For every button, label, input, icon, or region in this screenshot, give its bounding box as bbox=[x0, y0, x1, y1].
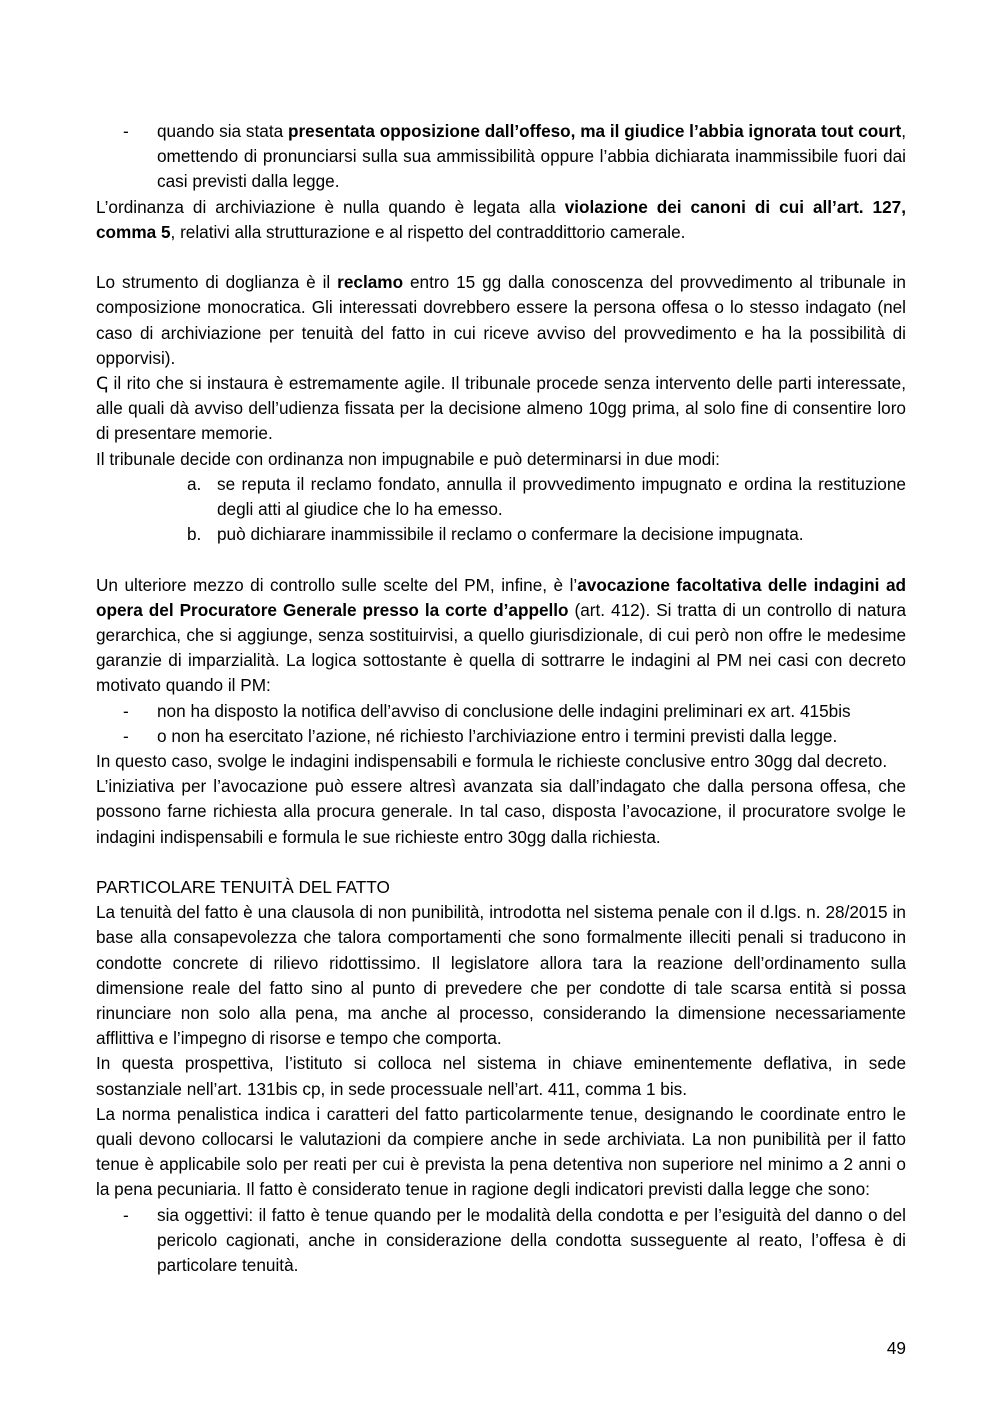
paragraph: La norma penalistica indica i caratteri del fatto particolarmente tenue, designando le coordinate entro le quali devono collocarsi le valutazioni da compiere anche in sede archiviata. La non punibilità per il fatto tenue è applicabile solo per reati per cui è prevista la pena detentiva non superiore nel minimo a 2 anni o la pena pecuniaria. Il fatto è considerato tenue in ragione degli indicatori previsti dalla legge che sono: bbox=[96, 1103, 906, 1200]
bold-text: violazione dei canoni di cui all’art. 127, comma 5 bbox=[96, 196, 906, 242]
list-bullet: - bbox=[123, 700, 129, 721]
paragraph: L’ordinanza di archiviazione è nulla quando è legata alla violazione dei canoni di cui all’art. 127, comma 5, relativi alla strutturazione e al rispetto del contraddittorio camerale. bbox=[96, 196, 906, 242]
section-heading: PARTICOLARE TENUITÀ DEL FATTO bbox=[96, 877, 390, 898]
document-page bbox=[96, 119, 906, 1278]
list-item: - non ha disposto la notifica dell’avviso di conclusione delle indagini preliminari ex art. 415bis bbox=[96, 699, 906, 724]
paragraph: ↅ il rito che si instaura è estremamente agile. Il tribunale procede senza intervento delle parti interessate, alle quali dà avviso dell’udienza fissata per la decisione almeno 10gg prima, al solo fine di consentire loro di presentare memorie. bbox=[96, 373, 906, 444]
list-bullet: - bbox=[123, 725, 129, 746]
list-item: - quando sia stata presentata opposizione dall’offeso, ma il giudice l’abbia ignorata tout court, omettendo di pronunciarsi sulla sua ammissibilità oppure l’abbia dichiarata inammissibile fuori dai casi previsti dalla legge. bbox=[123, 121, 906, 192]
list-item: b. può dichiarare inammissibile il reclamo o confermare la decisione impugnata. bbox=[96, 522, 906, 547]
list-marker: a. bbox=[187, 473, 202, 494]
bold-text: reclamo bbox=[337, 272, 404, 293]
list-bullet: - bbox=[123, 1204, 129, 1225]
bold-text: presentata opposizione dall’offeso, ma il giudice l’abbia ignorata tout court bbox=[287, 121, 902, 141]
paragraph: In questo caso, svolge le indagini indispensabili e formula le richieste conclusive entro 30gg dal decreto. bbox=[96, 751, 888, 772]
paragraph: La tenuità del fatto è una clausola di non punibilità, introdotta nel sistema penale con il d.lgs. n. 28/2015 in base alla consapevolezza che talora comportamenti che sono formalmente illeciti penali si traducono in condotte concrete di rilievo ridottissimo. Il legislatore allora tara la reazione dell’ordinamento sulla dimensione reale del fatto sino al punto di prevedere che per condotte di tale scarsa entità si possa rinunciare non solo alla pena, ma anche al processo, considerando la dimensione necessariamente afflittiva e l’impegno di risorse e tempo che comporta. bbox=[96, 902, 906, 1049]
page-number: 49 bbox=[886, 1338, 906, 1358]
bold-text: avocazione facoltativa delle indagini ad opera del Procuratore Generale presso la corte d’appello bbox=[96, 574, 906, 620]
paragraph: In questa prospettiva, l’istituto si colloca nel sistema in chiave eminentemente deflativa, in sede sostanziale nell’art. 131bis cp, in sede processuale nell’art. 411, comma 1 bis. bbox=[96, 1053, 906, 1099]
list-bullet: - bbox=[123, 121, 129, 141]
spacer bbox=[96, 850, 906, 875]
spacer bbox=[96, 245, 906, 270]
list-item: - sia oggettivi: il fatto è tenue quando per le modalità della condotta e per l’esiguità del danno o del pericolo cagionati, anche in considerazione della condotta susseguente al reato, l’offesa è di particolare tenuità. bbox=[123, 1204, 906, 1276]
list-marker: b. bbox=[187, 524, 202, 545]
paragraph: Un ulteriore mezzo di controllo sulle scelte del PM, infine, è l’avocazione facoltativa delle indagini ad opera del Procuratore Generale presso la corte d’appello (art. 412). Si tratta di un controllo di natura gerarchica, che si aggiunge, senza sostituirvisi, a quello giurisdizionale, di cui però non offre le medesime garanzie di imparzialità. La logica sottostante è quella di sottrarre le indagini al PM nei casi con decreto motivato quando il PM: bbox=[96, 574, 906, 696]
paragraph: Il tribunale decide con ordinanza non impugnabile e può determinarsi in due modi: bbox=[96, 448, 720, 469]
spacer bbox=[96, 547, 906, 572]
list-item: a. se reputa il reclamo fondato, annulla il provvedimento impugnato e ordina la restituzione degli atti al giudice che lo ha emesso. bbox=[187, 473, 906, 520]
paragraph: L’iniziativa per l’avocazione può essere altresì avanzata sia dall’indagato che dalla persona offesa, che possono farne richiesta alla procura generale. In tal caso, disposta l’avocazione, il procuratore svolge le indagini indispensabili e formula le sue richieste entro 30gg dalla richiesta. bbox=[96, 776, 906, 847]
paragraph: Lo strumento di doglianza è il reclamo entro 15 gg dalla conoscenza del provvedimento al tribunale in composizione monocratica. Gli interessati dovrebbero essere la persona offesa o lo stesso indagato (nel caso di archiviazione per tenuità del fatto in cui riceve avviso del provvedimento e ha la possibilità di opporvisi). bbox=[96, 272, 906, 368]
list-item: - o non ha esercitato l’azione, né richiesto l’archiviazione entro i termini previsti dalla legge. bbox=[96, 724, 906, 749]
